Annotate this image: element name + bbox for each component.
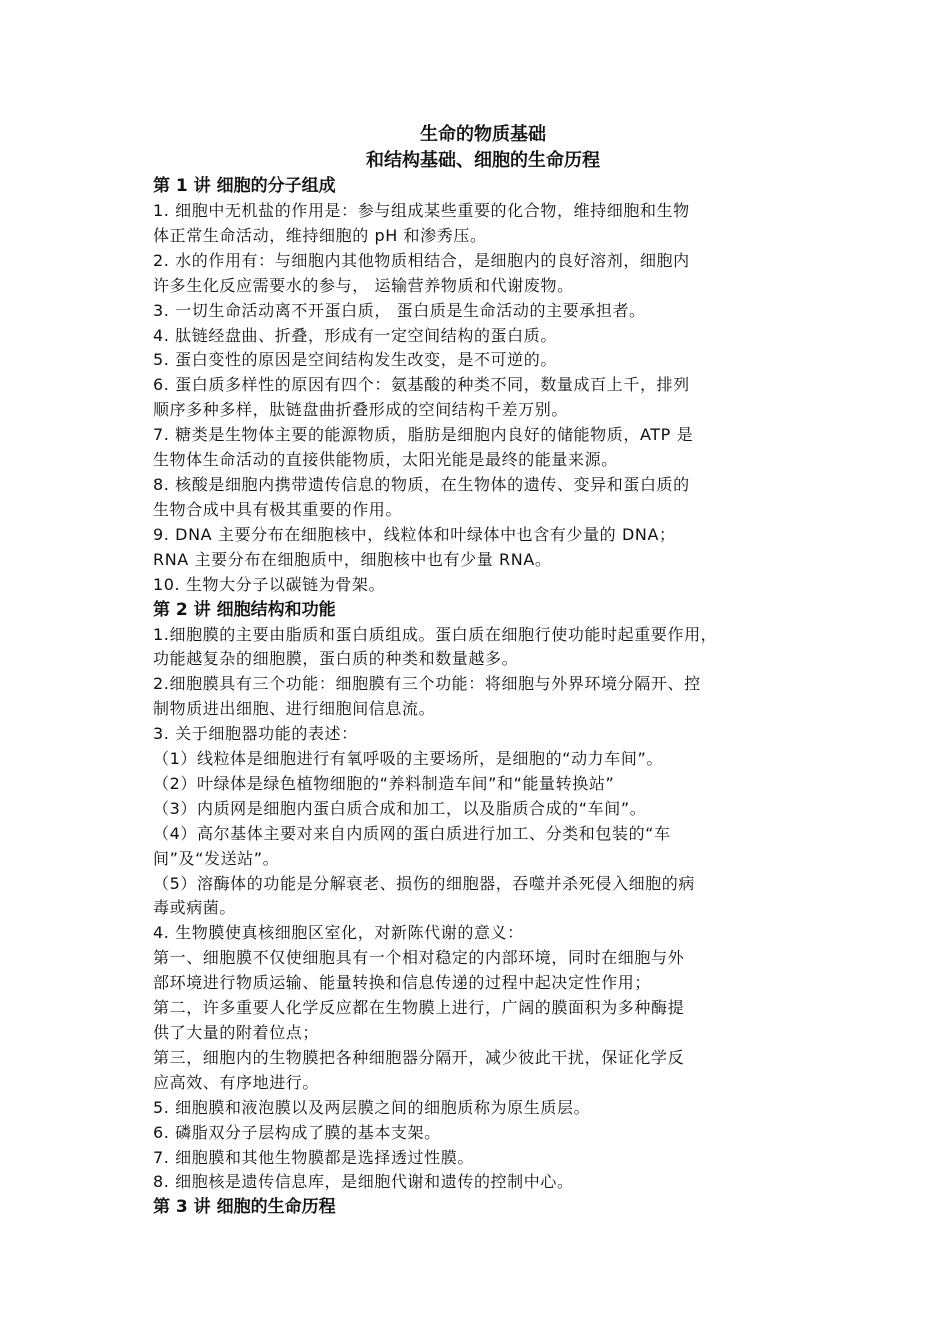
section-1-line: 顺序多种多样，肽链盘曲折叠形成的空间结构千差万别。	[153, 400, 569, 420]
document-title-line-2: 和结构基础、细胞的生命历程	[366, 150, 600, 171]
section-1-line: 3. 一切生命活动离不开蛋白质， 蛋白质是生命活动的主要承担者。	[153, 300, 646, 320]
section-2-line: （2）叶绿体是绿色植物细胞的“养料制造车间”和“能量转换站”	[153, 773, 615, 793]
section-2-line: （5）溶酶体的功能是分解衰老、损伤的细胞器，吞噬并杀死侵入细胞的病	[153, 873, 695, 893]
document-page	[153, 122, 813, 1220]
section-1-line: 7. 糖类是生物体主要的能源物质，脂肪是细胞内良好的储能物质，ATP 是	[153, 425, 694, 445]
section-2-line: 6. 磷脂双分子层构成了膜的基本支架。	[153, 1122, 441, 1142]
section-2-line: 5. 细胞膜和液泡膜以及两层膜之间的细胞质称为原生质层。	[153, 1097, 591, 1117]
section-1-line: 9. DNA 主要分布在细胞核中，线粒体和叶绿体中也含有少量的 DNA；	[153, 524, 676, 544]
section-2-line: 4. 生物膜使真核细胞区室化，对新陈代谢的意义：	[153, 923, 524, 943]
section-2-line: 功能越复杂的细胞膜，蛋白质的种类和数量越多。	[153, 649, 519, 669]
section-1-line: 2. 水的作用有：与细胞内其他物质相结合，是细胞内的良好溶剂，细胞内	[153, 250, 690, 270]
section-2-line: 7. 细胞膜和其他生物膜都是选择透过性膜。	[153, 1147, 474, 1167]
section-1-line: 生物体生命活动的直接供能物质，太阳光能是最终的能量来源。	[153, 450, 618, 470]
section-2-line: 第三，细胞内的生物膜把各种细胞器分隔开，减少彼此干扰，保证化学反	[153, 1047, 685, 1067]
section-3-heading: 第 3 讲 细胞的生命历程	[153, 1197, 336, 1218]
section-2	[153, 598, 813, 1196]
section-2-heading: 第 2 讲 细胞结构和功能	[153, 599, 336, 620]
section-1-line: 许多生化反应需要水的参与， 运输营养物质和代谢废物。	[153, 275, 574, 295]
section-1-line: 体正常生命活动，维持细胞的 pH 和渗秀压。	[153, 225, 487, 245]
section-2-line: 制物质进出细胞、进行细胞间信息流。	[153, 699, 436, 719]
document-title-line-1: 生命的物质基础	[420, 124, 546, 145]
section-1-line: 8. 核酸是细胞内携带遗传信息的物质，在生物体的遗传、变异和蛋白质的	[153, 474, 690, 494]
section-2-line: 部环境进行物质运输、能量转换和信息传递的过程中起决定性作用；	[153, 973, 652, 993]
section-2-line: （1）线粒体是细胞进行有氧呼吸的主要场所，是细胞的“动力车间”。	[153, 749, 663, 769]
section-1-line: 4. 肽链经盘曲、折叠，形成有一定空间结构的蛋白质。	[153, 325, 557, 345]
section-1-heading: 第 1 讲 细胞的分子组成	[153, 176, 336, 196]
section-1-line: 10. 生物大分子以碳链为骨架。	[153, 574, 386, 594]
section-2-line: 间”及“发送站”。	[153, 848, 280, 868]
section-2-line: 8. 细胞核是遗传信息库，是细胞代谢和遗传的控制中心。	[153, 1172, 574, 1192]
section-3	[153, 1195, 813, 1220]
section-1-line: 5. 蛋白变性的原因是空间结构发生改变，是不可逆的。	[153, 350, 557, 370]
section-1-line: 1. 细胞中无机盐的作用是：参与组成某些重要的化合物，维持细胞和生物	[153, 201, 690, 220]
section-1-line: RNA 主要分布在细胞质中，细胞核中也有少量 RNA。	[153, 549, 552, 569]
section-2-line: 供了大量的附着位点；	[153, 1023, 320, 1042]
section-2-line: 3. 关于细胞器功能的表述：	[153, 724, 358, 744]
section-2-line: 2.细胞膜具有三个功能：细胞膜有三个功能：将细胞与外界环境分隔开、控	[153, 674, 701, 694]
section-2-line: 第二，许多重要人化学反应都在生物膜上进行，广阔的膜面积为多种酶提	[153, 998, 685, 1018]
section-2-line: （3）内质网是细胞内蛋白质合成和加工，以及脂质合成的“车间”。	[153, 798, 647, 818]
section-2-line: 应高效、有序地进行。	[153, 1072, 320, 1092]
section-1-line: 6. 蛋白质多样性的原因有四个：氨基酸的种类不同，数量成百上千，排列	[153, 375, 690, 395]
section-2-line: 毒或病菌。	[153, 898, 237, 918]
section-2-line: 第一、细胞膜不仅使细胞具有一个相对稳定的内部环境，同时在细胞与外	[153, 948, 685, 968]
section-1-line: 生物合成中具有极其重要的作用。	[153, 499, 403, 519]
section-2-line: （4）高尔基体主要对来自内质网的蛋白质进行加工、分类和包装的“车	[153, 823, 671, 843]
section-2-line: 1.细胞膜的主要由脂质和蛋白质组成。蛋白质在细胞行使功能时起重要作用，	[153, 624, 718, 644]
section-1	[153, 174, 813, 598]
